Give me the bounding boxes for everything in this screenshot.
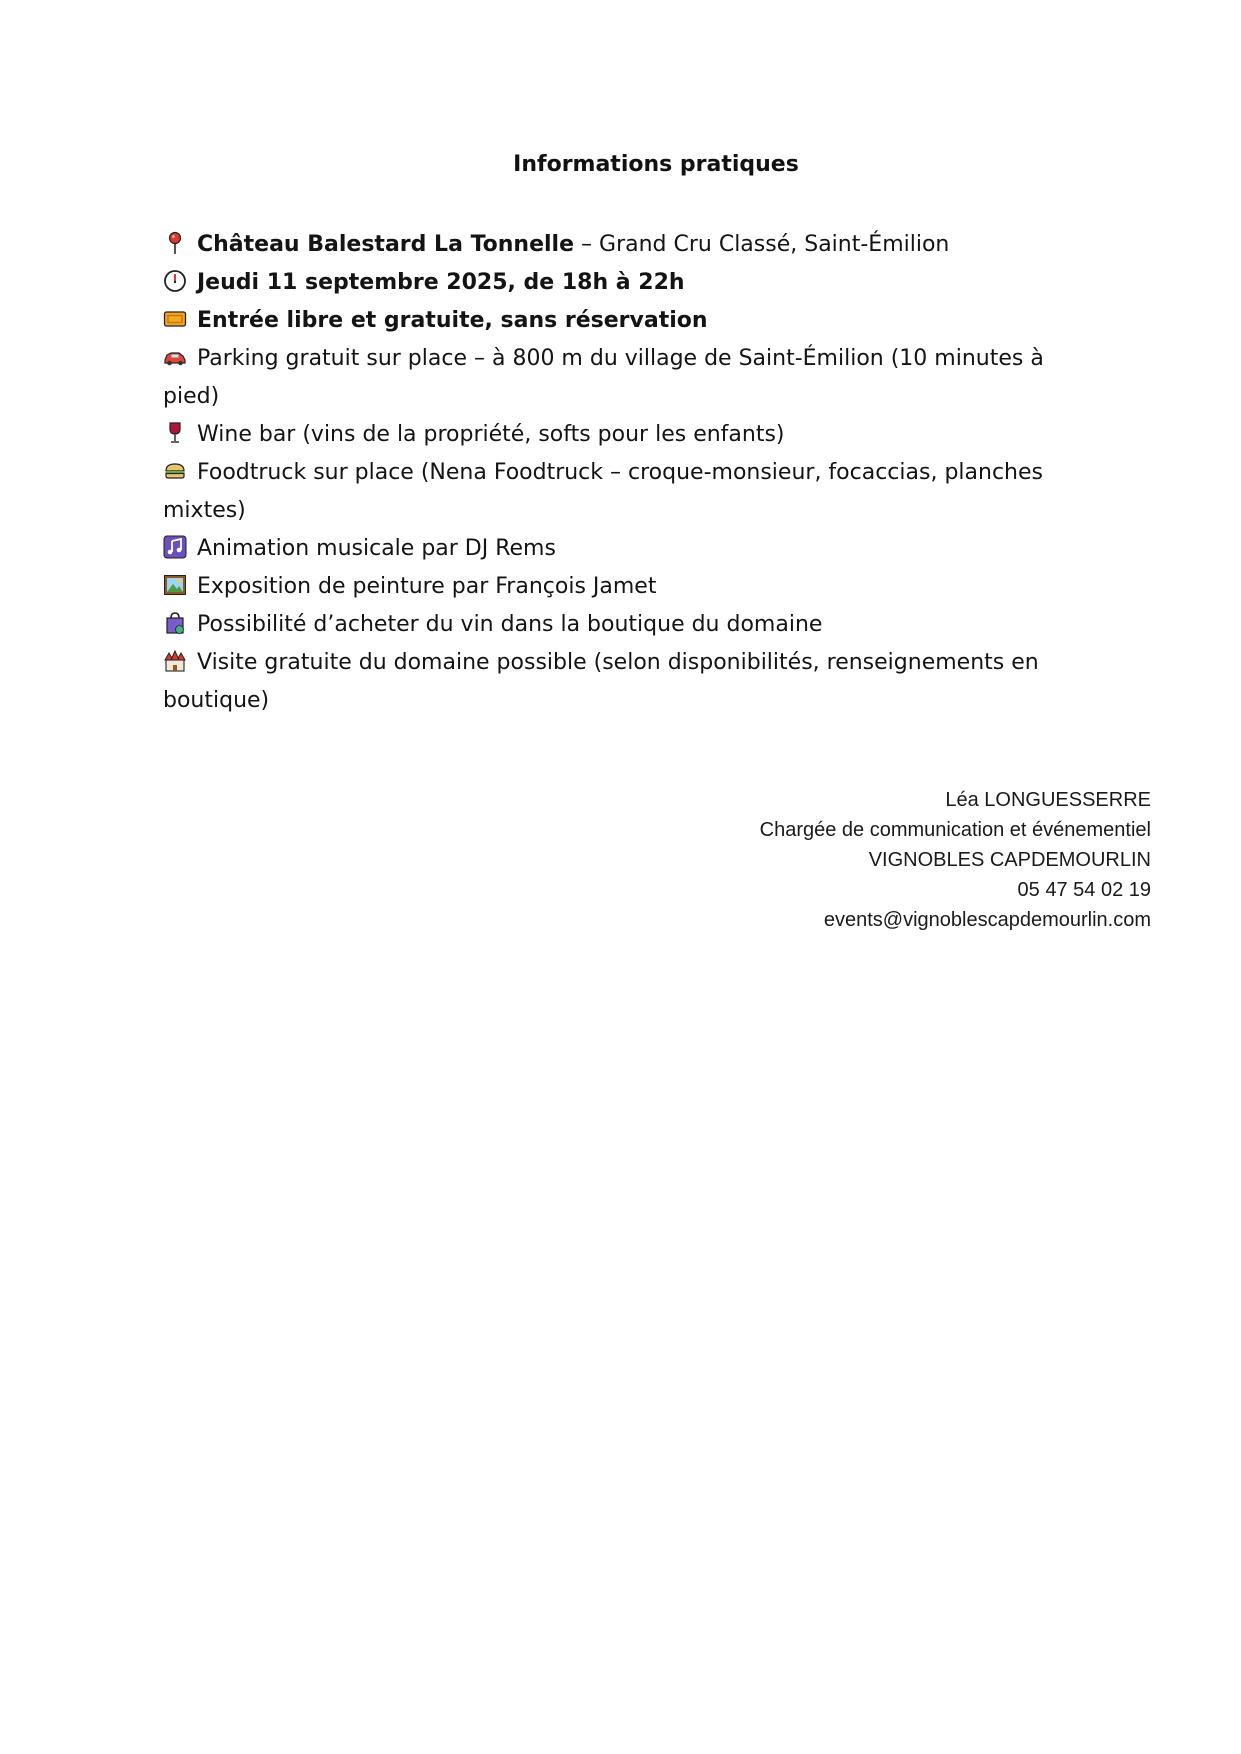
page-title: Informations pratiques bbox=[513, 152, 799, 177]
framed-picture-icon bbox=[163, 573, 187, 597]
shopping-bag-icon bbox=[163, 611, 187, 635]
foodtruck-text-continuation: mixtes) bbox=[163, 498, 246, 523]
info-item-location bbox=[163, 226, 1103, 264]
visit-text-continuation: boutique) bbox=[163, 688, 270, 713]
signature-email[interactable]: events@vignoblescapdemourlin.com bbox=[823, 909, 1151, 931]
car-icon bbox=[163, 345, 187, 369]
pushpin-icon bbox=[163, 231, 187, 255]
info-item-date bbox=[163, 264, 1103, 302]
wine-bar-text: Wine bar (vins de la propriété, softs pour les enfants) bbox=[197, 422, 785, 447]
sandwich-icon bbox=[163, 459, 187, 483]
castle-icon bbox=[163, 649, 187, 673]
visit-text: Visite gratuite du domaine possible (selon disponibilités, renseignements en bbox=[197, 650, 1039, 675]
signature-block bbox=[631, 785, 1151, 935]
info-item-parking-continuation bbox=[163, 378, 1103, 416]
foodtruck-text: Foodtruck sur place (Nena Foodtruck – croque-monsieur, focaccias, planches bbox=[197, 460, 1043, 485]
event-date: Jeudi 11 septembre 2025, de 18h à 22h bbox=[197, 270, 685, 295]
info-item-painting bbox=[163, 568, 1103, 606]
signature-company: VIGNOBLES CAPDEMOURLIN bbox=[868, 849, 1151, 871]
info-item-parking bbox=[163, 340, 1103, 378]
info-item-wine-bar bbox=[163, 416, 1103, 454]
location-name: Château Balestard La Tonnelle bbox=[197, 232, 575, 257]
info-item-shop bbox=[163, 606, 1103, 644]
wine-glass-icon bbox=[163, 421, 187, 445]
music-text: Animation musicale par DJ Rems bbox=[197, 536, 556, 561]
info-item-foodtruck-continuation bbox=[163, 492, 1103, 530]
info-item-visit bbox=[163, 644, 1103, 682]
parking-text-continuation: pied) bbox=[163, 384, 220, 409]
signature-name: Léa LONGUESSERRE bbox=[945, 789, 1151, 811]
music-notes-icon bbox=[163, 535, 187, 559]
ticket-icon bbox=[163, 307, 187, 331]
info-item-music bbox=[163, 530, 1103, 568]
info-item-entry bbox=[163, 302, 1103, 340]
signature-phone: 05 47 54 02 19 bbox=[1017, 879, 1151, 901]
clock-icon bbox=[163, 269, 187, 293]
location-detail: – Grand Cru Classé, Saint-Émilion bbox=[574, 232, 950, 257]
shop-text: Possibilité d’acheter du vin dans la boutique du domaine bbox=[197, 612, 823, 637]
painting-text: Exposition de peinture par François Jamet bbox=[197, 574, 657, 599]
info-item-visit-continuation bbox=[163, 682, 1103, 720]
parking-text: Parking gratuit sur place – à 800 m du village de Saint-Émilion (10 minutes à bbox=[197, 346, 1044, 371]
entry-info: Entrée libre et gratuite, sans réservation bbox=[197, 308, 708, 333]
signature-role: Chargée de communication et événementiel bbox=[759, 819, 1151, 841]
info-item-foodtruck bbox=[163, 454, 1103, 492]
